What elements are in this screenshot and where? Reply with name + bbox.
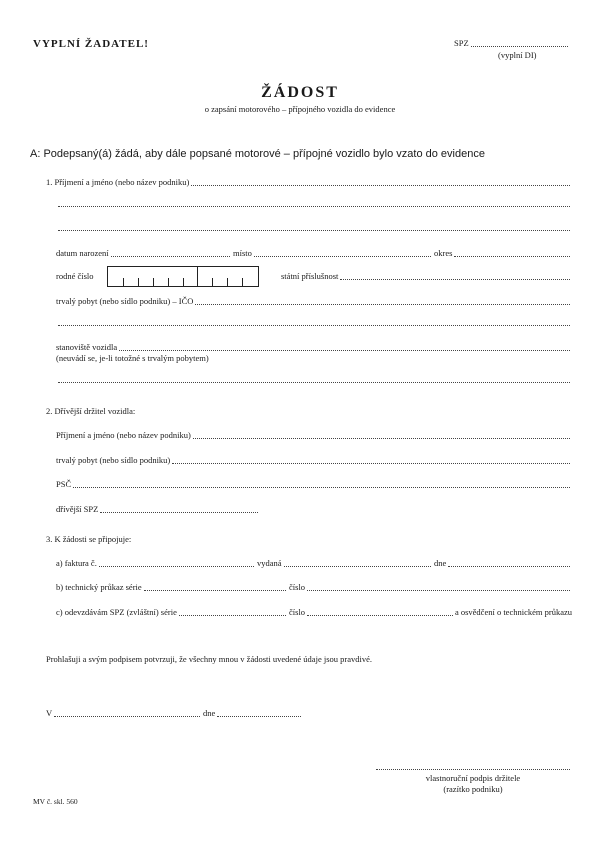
tech-cert-number-label: číslo — [289, 582, 306, 592]
vehicle-location-field[interactable] — [56, 342, 572, 353]
invoice-date-label: dne — [434, 558, 447, 568]
residence-line-2[interactable] — [58, 325, 570, 326]
section-3-heading: 3. K žádosti se připojuje: — [46, 534, 132, 544]
former-spz-label: dřívější SPZ — [56, 504, 99, 514]
company-stamp-label: (razítko podniku) — [443, 784, 503, 794]
birth-number-label: rodné číslo — [56, 271, 94, 281]
district-label: okres — [434, 248, 453, 258]
spz-field[interactable] — [454, 38, 570, 49]
owner-name-line-2[interactable] — [58, 206, 570, 207]
vehicle-location-note: (neuvádí se, je-li totožné s trvalým pobytem) — [56, 353, 209, 363]
section-2-heading: 2. Dřívější držitel vozidla: — [46, 406, 136, 416]
signature-line[interactable] — [376, 769, 570, 770]
former-owner-name-label: Příjmení a jméno (nebo název podniku) — [56, 430, 191, 440]
invoice-issued-label: vydaná — [257, 558, 282, 568]
invoice-date-field[interactable] — [434, 558, 572, 569]
section-a-text: A: Podepsaný(á) žádá, aby dále popsané motorové – přípojné vozidlo bylo vzato do evidence — [30, 148, 485, 160]
page-subtitle: o zapsání motorového – přípojného vozidla do evidence — [204, 104, 396, 114]
sign-date-field[interactable] — [203, 708, 303, 719]
owner-name-field[interactable] — [46, 177, 572, 188]
psc-field[interactable] — [56, 479, 572, 490]
residence-label: trvalý pobyt (nebo sídlo podniku) – IČO — [56, 296, 194, 306]
page-title: ŽÁDOST — [261, 84, 339, 101]
birth-date-field[interactable] — [56, 248, 232, 259]
former-spz-field[interactable] — [56, 504, 260, 515]
place-label: V — [46, 708, 53, 718]
psc-label: PSČ — [56, 479, 72, 489]
plates-tail-label: a osvědčení o technickém průkazu — [454, 607, 572, 617]
vehicle-location-line-2[interactable] — [58, 382, 570, 383]
spz-label: SPZ — [454, 38, 469, 48]
birth-number-boxes[interactable] — [107, 266, 259, 287]
spz-note: (vyplní DI) — [498, 50, 537, 60]
plates-series-label: c) odevzdávám SPZ (zvláštní) série — [56, 607, 177, 617]
invoice-number-label: a) faktura č. — [56, 558, 97, 568]
sign-date-label: dne — [203, 708, 216, 718]
owner-name-line-3[interactable] — [58, 230, 570, 231]
owner-name-label: 1. Příjmení a jméno (nebo název podniku) — [46, 177, 190, 187]
plates-number-field[interactable] — [289, 607, 572, 618]
tech-cert-series-field[interactable] — [56, 582, 288, 593]
district-field[interactable] — [434, 248, 572, 259]
residence-field[interactable] — [56, 296, 572, 307]
signature-label: vlastnoruční podpis držitele — [425, 773, 521, 783]
birth-place-field[interactable] — [233, 248, 433, 259]
former-owner-residence-label: trvalý pobyt (nebo sídlo podniku) — [56, 455, 171, 465]
plates-number-label: číslo — [289, 607, 306, 617]
tech-cert-number-field[interactable] — [289, 582, 572, 593]
birth-place-label: místo — [233, 248, 252, 258]
birth-date-label: datum narození — [56, 248, 109, 258]
former-owner-name-field[interactable] — [56, 430, 572, 441]
declaration-text: Prohlašuji a svým podpisem potvrzuji, že všechny mnou v žádosti uvedené údaje jsou pravdivé. — [46, 654, 373, 664]
invoice-issued-field[interactable] — [257, 558, 433, 569]
tech-cert-series-label: b) technický průkaz série — [56, 582, 142, 592]
place-field[interactable] — [46, 708, 202, 719]
former-owner-residence-field[interactable] — [56, 455, 572, 466]
citizenship-label: státní příslušnost — [281, 271, 339, 281]
plates-series-field[interactable] — [56, 607, 288, 618]
citizenship-field[interactable] — [281, 271, 572, 282]
form-code: MV č. skl. 560 — [33, 797, 78, 806]
applicant-fills-heading: VYPLNÍ ŽADATEL! — [33, 38, 149, 50]
vehicle-location-label: stanoviště vozidla — [56, 342, 118, 352]
invoice-number-field[interactable] — [56, 558, 256, 569]
